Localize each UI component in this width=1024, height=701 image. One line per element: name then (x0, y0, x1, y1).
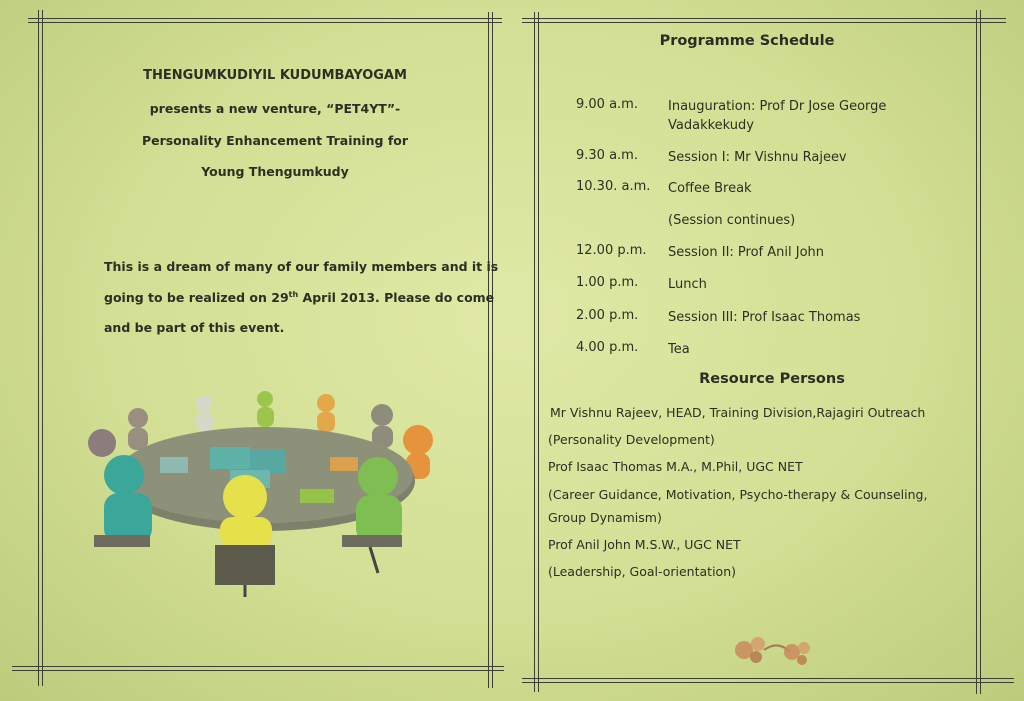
figure-back-4 (317, 394, 335, 432)
schedule-event: (Session continues) (668, 213, 796, 228)
border-bottom-outer (12, 666, 504, 667)
intro-line-2-pre: going to be realized on 29 (104, 290, 289, 306)
figure-back-5 (371, 404, 393, 448)
resource-line: Mr Vishnu Rajeev, HEAD, Training Division,Rajagiri Outreach (550, 405, 926, 420)
schedule-title: Programme Schedule (659, 33, 835, 49)
border-right-inner (492, 12, 493, 688)
border-top-outer (522, 18, 1006, 19)
border-left-outer (38, 10, 39, 686)
audience-line: Young Thengumkudy (201, 164, 349, 179)
resource-line: (Personality Development) (548, 432, 715, 447)
border-bottom-inner (522, 682, 1014, 683)
organizer-title: THENGUMKUDIYIL KUDUMBAYOGAM (143, 68, 407, 83)
intro-line-2 (104, 290, 494, 305)
schedule-event: Session III: Prof Isaac Thomas (668, 310, 861, 325)
resource-line: Prof Isaac Thomas M.A., M.Phil, UGC NET (548, 459, 803, 474)
schedule-time: 4.00 p.m. (576, 340, 639, 355)
border-top-inner (522, 22, 1006, 23)
border-top-inner (28, 22, 502, 23)
border-left-outer (534, 12, 535, 692)
schedule-event: Session I: Mr Vishnu Rajeev (668, 150, 847, 165)
resource-title: Resource Persons (699, 371, 845, 387)
schedule-event: Coffee Break (668, 181, 752, 196)
date-suffix: th (288, 290, 299, 299)
intro-line-3: and be part of this event. (104, 320, 285, 335)
schedule-time: 12.00 p.m. (576, 243, 647, 258)
border-right-outer (976, 10, 977, 694)
program-name-line: Personality Enhancement Training for (141, 133, 409, 148)
schedule-time: 9.30 a.m. (576, 148, 638, 163)
resource-line: Prof Anil John M.S.W., UGC NET (548, 537, 741, 552)
figure-back-1 (128, 408, 148, 450)
border-left-inner (42, 10, 43, 686)
right-page (512, 0, 1024, 701)
border-right-outer (488, 12, 489, 688)
schedule-time: 2.00 p.m. (576, 308, 639, 323)
resource-line: (Career Guidance, Motivation, Psycho-therapy & Counseling, (548, 487, 928, 502)
resource-line: Group Dynamism) (548, 510, 662, 525)
schedule-time: 10.30. a.m. (576, 179, 651, 194)
schedule-time: 1.00 p.m. (576, 275, 639, 290)
puzzle-round-table-illustration (80, 385, 450, 605)
resource-line: (Leadership, Goal-orientation) (548, 564, 736, 579)
figure-back-3 (257, 391, 274, 427)
schedule-event: Inauguration: Prof Dr Jose George Vadakkekudy (668, 99, 887, 133)
border-bottom-inner (12, 670, 504, 671)
figure-back-2 (196, 395, 213, 431)
intro-line-1: This is a dream of many of our family members and it is (104, 259, 499, 274)
figure-front-center (215, 475, 275, 597)
schedule-event: Lunch (668, 277, 707, 292)
schedule-time: 9.00 a.m. (576, 97, 638, 112)
schedule-event: Session II: Prof Anil John (668, 245, 824, 260)
venture-line: presents a new venture, “PET4YT”- (149, 101, 401, 116)
border-left-inner (538, 12, 539, 692)
border-top-outer (28, 18, 502, 19)
figure-left-1 (88, 429, 116, 457)
border-bottom-outer (522, 678, 1014, 679)
floral-ornament (730, 630, 820, 670)
border-right-inner (980, 10, 981, 694)
intro-line-2-post: April 2013. Please do come (298, 290, 495, 306)
schedule-event: Tea (668, 342, 690, 357)
